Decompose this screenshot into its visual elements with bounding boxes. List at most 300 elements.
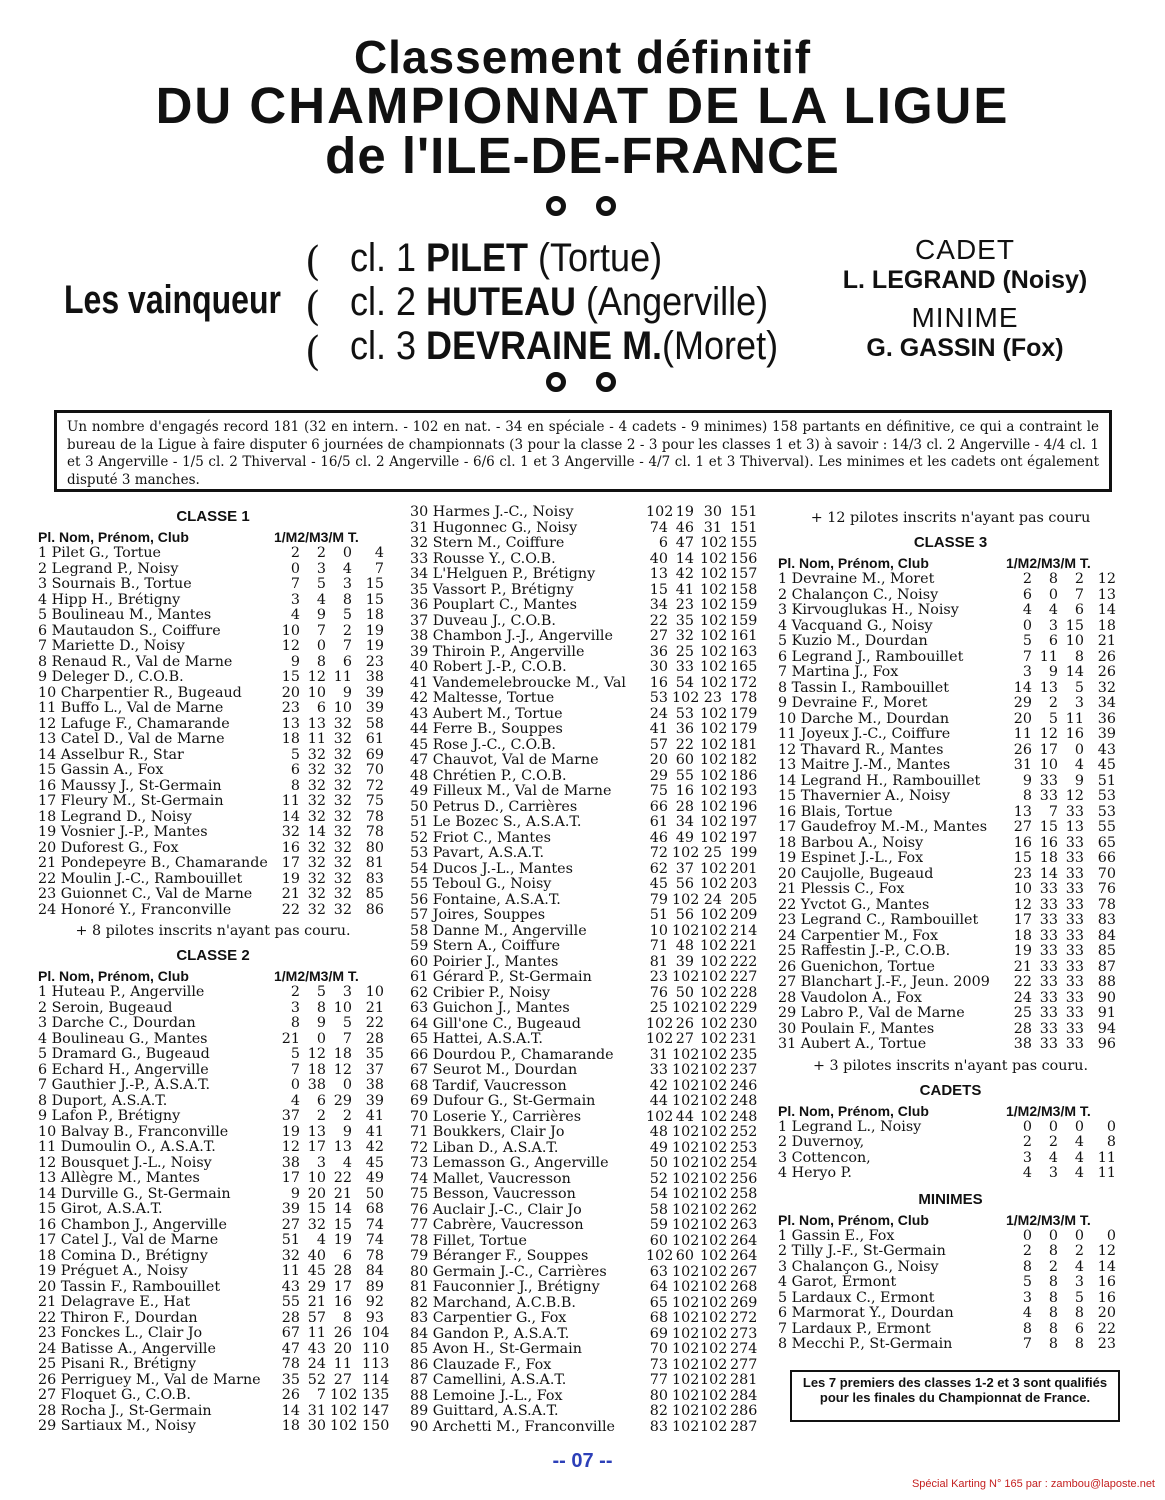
total-cell: 75 — [365, 793, 384, 809]
pilot-name: 34 L'Helguen P., Brétigny — [410, 566, 596, 582]
score-cell: 17 — [281, 1170, 300, 1186]
score-cell: 77 — [649, 1372, 668, 1388]
score-cell: 67 — [281, 1325, 300, 1341]
ranking-row — [410, 862, 760, 878]
score-cell: 33 — [1039, 772, 1058, 789]
pilot-name: 68 Tardif, Vaucresson — [410, 1077, 567, 1094]
score-cell: 38 — [281, 1154, 300, 1171]
score-cell: 102 — [700, 1356, 728, 1373]
score-cell: 73 — [649, 1356, 668, 1373]
pilot-name: 67 Seurot M., Dourdan — [410, 1062, 578, 1078]
total-cell: 179 — [730, 721, 758, 737]
score-cell: 102 — [672, 1217, 700, 1233]
ranking-row — [778, 712, 1123, 728]
score-cell: 43 — [307, 1340, 326, 1357]
ranking-row — [778, 1322, 1123, 1338]
score-cell: 40 — [649, 550, 668, 567]
ranking-row — [38, 624, 388, 640]
pilot-name: 57 Joires, Souppes — [410, 907, 546, 923]
score-cell: 102 — [700, 535, 728, 551]
score-cell: 16 — [675, 783, 694, 799]
pilot-name: 29 Sartiaux M., Noisy — [38, 1418, 196, 1434]
score-cell: 23 — [1013, 865, 1032, 882]
total-cell: 53 — [1097, 803, 1116, 820]
score-cell: 65 — [649, 1294, 668, 1311]
pilot-name: 38 Chambon J.-J., Angerville — [410, 628, 613, 644]
score-cell: 102 — [700, 1232, 728, 1249]
pilot-name: 23 Fonckes L., Clair Jo — [38, 1325, 203, 1341]
total-cell: 32 — [1097, 679, 1116, 696]
score-cell: 42 — [649, 1077, 668, 1094]
total-cell: 69 — [365, 746, 384, 763]
total-cell: 49 — [365, 1170, 384, 1186]
score-cell: 33 — [675, 659, 694, 675]
total-cell: 26 — [1097, 664, 1116, 680]
score-cell: 4 — [1074, 757, 1084, 773]
total-cell: 273 — [730, 1325, 758, 1342]
ranking-row — [38, 1187, 388, 1203]
ranking-row — [410, 645, 760, 661]
ranking-row — [778, 696, 1123, 712]
score-cell: 12 — [307, 1046, 326, 1062]
pilot-name: 23 Legrand C., Rambouillet — [778, 912, 979, 928]
score-cell: 3 — [1022, 664, 1032, 680]
pilot-name: 28 Rocha J., St-Germain — [38, 1402, 212, 1419]
score-cell: 21 — [281, 1030, 300, 1047]
pilot-name: 1 Legrand L., Noisy — [778, 1118, 922, 1135]
score-cell: 32 — [333, 824, 352, 840]
score-cell: 9 — [342, 1123, 352, 1140]
pilot-name: 58 Danne M., Angerville — [410, 922, 587, 939]
ranking-row — [778, 913, 1123, 929]
total-cell: 163 — [730, 643, 758, 660]
pilot-name: 12 Lafuge F., Chamarande — [38, 715, 230, 732]
score-cell: 102 — [672, 1372, 700, 1388]
header-name-col: Pl. Nom, Prénom, Club — [38, 968, 189, 984]
score-cell: 102 — [700, 643, 728, 660]
score-cell: 12 — [1039, 726, 1058, 742]
score-cell: 19 — [1013, 943, 1032, 959]
score-cell: 102 — [672, 1403, 700, 1419]
pilot-name: 3 Kirvouglukas H., Noisy — [778, 602, 959, 618]
ranking-row — [38, 701, 388, 717]
score-cell: 14 — [281, 1402, 300, 1419]
total-cell: 89 — [365, 1278, 384, 1295]
score-cell: 13 — [281, 715, 300, 732]
pilot-name: 30 Harmes J.-C., Noisy — [410, 504, 574, 520]
total-cell: 41 — [365, 1108, 384, 1124]
column-3 — [778, 505, 1123, 1353]
score-cell: 8 — [316, 653, 326, 670]
ranking-row — [778, 1037, 1123, 1053]
score-cell: 8 — [1022, 1258, 1032, 1275]
winners-label: Les vainqueur — [64, 278, 281, 322]
pilot-name: 14 Durville G., St-Germain — [38, 1185, 231, 1202]
total-cell: 172 — [730, 674, 758, 691]
score-cell: 0 — [1074, 1118, 1084, 1135]
total-cell: 43 — [1097, 741, 1116, 758]
score-cell: 33 — [649, 1062, 668, 1078]
score-cell: 25 — [675, 643, 694, 660]
total-cell: 159 — [730, 597, 758, 613]
total-cell: 21 — [1097, 633, 1116, 649]
total-cell: 287 — [730, 1418, 758, 1435]
header-score-cols: 1/M2/M3/M T. — [1006, 1102, 1091, 1119]
total-cell: 39 — [365, 1092, 384, 1109]
score-cell: 102 — [672, 891, 700, 908]
total-cell: 72 — [365, 777, 384, 794]
total-cell: 85 — [365, 886, 384, 902]
ranking-row — [38, 1001, 388, 1017]
score-cell: 50 — [675, 984, 694, 1001]
score-cell: 102 — [700, 674, 728, 691]
score-cell: 102 — [700, 1139, 728, 1156]
ranking-row — [38, 593, 388, 609]
pilot-name: 17 Catel J., Val de Marne — [38, 1232, 219, 1248]
ranking-row — [38, 1063, 388, 1079]
total-cell: 7 — [374, 560, 384, 577]
score-cell: 21 — [333, 1185, 352, 1202]
score-cell: 39 — [281, 1201, 300, 1217]
total-cell: 209 — [730, 907, 758, 923]
pilot-name: 7 Martina J., Fox — [778, 664, 899, 680]
score-cell: 102 — [700, 1310, 728, 1326]
total-cell: 235 — [730, 1046, 758, 1063]
pilot-name: 35 Vassort P., Brétigny — [410, 581, 574, 598]
score-cell: 4 — [1048, 602, 1058, 618]
pilot-name: 53 Pavart, A.S.A.T. — [410, 845, 545, 861]
pilot-name: 36 Pouplart C., Mantes — [410, 597, 577, 613]
score-cell: 33 — [1039, 1005, 1058, 1021]
pilot-name: 4 Boulineau G., Mantes — [38, 1030, 208, 1047]
score-cell: 47 — [281, 1340, 300, 1357]
total-cell: 93 — [365, 1309, 384, 1326]
score-cell: 102 — [700, 1372, 728, 1388]
ranking-row — [410, 707, 760, 723]
ranking-row — [778, 1120, 1123, 1136]
pilot-name: 21 Pondepeyre B., Chamarande — [38, 855, 268, 871]
score-cell: 13 — [307, 715, 326, 732]
score-cell: 102 — [672, 1139, 700, 1156]
score-cell: 46 — [649, 829, 668, 846]
pilot-name: 15 Gassin A., Fox — [38, 762, 164, 778]
pilot-name: 48 Chrétien P., C.O.B. — [410, 767, 567, 784]
score-cell: 68 — [649, 1310, 668, 1326]
score-cell: 44 — [675, 1108, 694, 1125]
pilot-name: 14 Asselbur R., Star — [38, 746, 184, 763]
score-cell: 23 — [703, 690, 722, 706]
ranking-row — [410, 784, 760, 800]
score-cell: 29 — [649, 767, 668, 784]
ranking-row — [38, 639, 388, 655]
ranking-row — [410, 521, 760, 537]
ranking-row — [410, 1389, 760, 1405]
score-cell: 14 — [281, 808, 300, 825]
score-cell: 51 — [281, 1232, 300, 1248]
score-cell: 11 — [307, 1325, 326, 1341]
score-cell: 102 — [330, 1402, 358, 1419]
total-cell: 222 — [730, 953, 758, 970]
score-cell: 4 — [1048, 1149, 1058, 1166]
score-cell: 29 — [1013, 695, 1032, 711]
total-cell: 114 — [362, 1371, 390, 1388]
total-cell: 264 — [730, 1232, 758, 1249]
ranking-row — [38, 1326, 388, 1342]
ranking-row — [410, 1404, 760, 1420]
score-cell: 102 — [672, 1325, 700, 1342]
header-name-col: Pl. Nom, Prénom, Club — [778, 1102, 929, 1119]
total-cell: 197 — [730, 829, 758, 846]
pilot-name: 10 Balvay B., Franconville — [38, 1123, 229, 1140]
pilot-name: 6 Legrand J., Rambouillet — [778, 648, 964, 665]
ranking-row — [778, 572, 1123, 588]
score-cell: 33 — [1065, 927, 1084, 944]
pilot-name: 25 Pisani R., Brétigny — [38, 1356, 197, 1372]
score-cell: 5 — [316, 984, 326, 1000]
total-cell: 38 — [365, 1077, 384, 1093]
title-line-3: de l'ILE-DE-FRANCE — [325, 127, 840, 184]
pilot-name: 11 Buffo L., Val de Marne — [38, 700, 224, 716]
pilot-name: 51 Le Bozec S., A.S.A.T. — [410, 814, 582, 830]
score-cell: 12 — [1065, 788, 1084, 804]
score-cell: 102 — [700, 1046, 728, 1063]
ranking-row — [778, 743, 1123, 759]
ranking-row — [410, 1125, 760, 1141]
score-cell: 33 — [1065, 850, 1084, 866]
score-cell: 49 — [649, 1139, 668, 1156]
score-cell: 33 — [1065, 803, 1084, 820]
score-cell: 2 — [290, 545, 300, 561]
score-cell: 12 — [1013, 896, 1032, 913]
ranking-row — [778, 634, 1123, 650]
score-cell: 0 — [316, 638, 326, 654]
total-cell: 228 — [730, 984, 758, 1001]
score-cell: 71 — [649, 938, 668, 954]
ranking-row — [410, 815, 760, 831]
score-cell: 82 — [649, 1403, 668, 1419]
score-cell: 4 — [1074, 1258, 1084, 1275]
score-cell: 59 — [649, 1217, 668, 1233]
score-cell: 4 — [316, 1232, 326, 1248]
total-cell: 86 — [365, 901, 384, 918]
total-cell: 253 — [730, 1139, 758, 1156]
score-cell: 102 — [330, 1418, 358, 1434]
total-cell: 0 — [1106, 1227, 1116, 1244]
score-cell: 10 — [333, 999, 352, 1016]
score-cell: 26 — [333, 1325, 352, 1341]
ranking-row — [38, 903, 388, 919]
score-cell: 19 — [281, 870, 300, 887]
ranking-row — [38, 856, 388, 872]
pilot-name: 9 Devraine F., Moret — [778, 695, 928, 711]
ranking-row — [410, 939, 760, 955]
pilot-name: 20 Tassin F., Rambouillet — [38, 1278, 221, 1295]
ranking-row — [38, 670, 388, 686]
score-cell: 26 — [1013, 741, 1032, 758]
total-cell: 11 — [1097, 1165, 1116, 1181]
pilot-name: 6 Marmorat Y., Dourdan — [778, 1305, 954, 1321]
total-cell: 41 — [365, 1123, 384, 1140]
score-cell: 33 — [1065, 958, 1084, 975]
pilot-name: 74 Mallet, Vaucresson — [410, 1170, 571, 1187]
total-cell: 35 — [365, 1046, 384, 1062]
total-cell: 104 — [362, 1325, 390, 1341]
pilot-name: 55 Teboul G., Noisy — [410, 876, 552, 892]
score-cell: 8 — [1022, 788, 1032, 804]
pilot-name: 27 Blanchart J.-F., Jeun. 2009 — [778, 974, 990, 990]
pilot-name: 16 Blais, Tortue — [778, 803, 893, 820]
score-cell: 0 — [342, 545, 352, 561]
note-classe-3: + 3 pilotes inscrits n'ayant pas couru. — [812, 1057, 1089, 1074]
score-cell: 102 — [672, 1310, 700, 1326]
score-cell: 6 — [316, 700, 326, 716]
ranking-row — [38, 1419, 388, 1435]
pilot-name: 1 Pilet G., Tortue — [38, 545, 161, 561]
pilot-name: 4 Vacquand G., Noisy — [778, 617, 933, 634]
pilot-name: 39 Thiroin P., Angerville — [410, 643, 585, 660]
ranking-row — [778, 851, 1123, 867]
score-cell: 8 — [1048, 1305, 1058, 1321]
total-cell: 92 — [365, 1294, 384, 1310]
pilot-name: 18 Comina D., Brétigny — [38, 1247, 208, 1264]
pilot-name: 7 Mariette D., Noisy — [38, 638, 185, 654]
score-cell: 10 — [281, 622, 300, 639]
score-cell: 13 — [1039, 679, 1058, 696]
ranking-row — [410, 831, 760, 847]
score-cell: 18 — [307, 1061, 326, 1078]
total-cell: 237 — [730, 1062, 758, 1078]
pilot-name: 4 Hipp H., Brétigny — [38, 591, 181, 608]
score-cell: 13 — [1065, 819, 1084, 835]
ranking-row — [410, 893, 760, 909]
ranking-row — [38, 562, 388, 578]
pilot-name: 11 Dumoulin O., A.S.A.T. — [38, 1139, 216, 1155]
footer-credit: Spécial Karting N° 165 par : zambou@laposte.net — [911, 1478, 1155, 1490]
score-cell: 27 — [675, 1031, 694, 1047]
ranking-row — [778, 975, 1123, 991]
score-cell: 57 — [649, 736, 668, 753]
score-cell: 33 — [1039, 912, 1058, 928]
ranking-row — [410, 1141, 760, 1157]
total-cell: 21 — [365, 999, 384, 1016]
total-cell: 193 — [730, 783, 758, 799]
score-cell: 33 — [1065, 834, 1084, 851]
pilot-name: 13 Maitre J.-M., Mantes — [778, 757, 951, 773]
ranking-row — [410, 986, 760, 1002]
score-cell: 102 — [700, 1217, 728, 1233]
total-cell: 22 — [1097, 1320, 1116, 1337]
score-cell: 4 — [1022, 602, 1032, 618]
score-cell: 102 — [672, 1279, 700, 1295]
pilot-name: 85 Avon H., St-Germain — [410, 1341, 582, 1357]
score-cell: 7 — [316, 622, 326, 639]
ranking-row — [410, 552, 760, 568]
score-cell: 32 — [307, 870, 326, 887]
score-cell: 25 — [703, 845, 722, 861]
score-cell: 7 — [1074, 586, 1084, 603]
page-number: -- 07 -- — [552, 1450, 613, 1472]
pilot-name: 3 Chalançon G., Noisy — [778, 1258, 939, 1275]
score-cell: 6 — [1074, 602, 1084, 618]
score-cell: 102 — [672, 922, 700, 939]
ranking-row — [38, 1373, 388, 1389]
score-cell: 32 — [333, 901, 352, 918]
total-cell: 85 — [1097, 943, 1116, 959]
pilot-name: 13 Catel D., Val de Marne — [38, 731, 225, 747]
score-cell: 22 — [333, 1170, 352, 1186]
ranking-row — [778, 882, 1123, 898]
score-cell: 7 — [342, 1030, 352, 1047]
ranking-row — [410, 846, 760, 862]
pilot-name: 8 Tassin I., Rambouillet — [778, 679, 949, 696]
ranking-row — [38, 1016, 388, 1032]
score-cell: 17 — [1013, 912, 1032, 928]
pilot-name: 66 Dourdou P., Chamarande — [410, 1046, 614, 1063]
ranking-row — [38, 1171, 388, 1187]
score-cell: 14 — [1039, 865, 1058, 882]
ranking-row — [778, 681, 1123, 697]
pilot-name: 10 Darche M., Dourdan — [778, 710, 950, 727]
ranking-row — [778, 727, 1123, 743]
total-cell: 165 — [730, 659, 758, 675]
pilot-name: 6 Mautaudon S., Coiffure — [38, 622, 221, 639]
pilot-name: 24 Carpentier M., Fox — [778, 927, 939, 944]
score-cell: 32 — [281, 1247, 300, 1264]
ranking-row — [410, 1358, 760, 1374]
ranking-row — [38, 1218, 388, 1234]
total-cell: 39 — [365, 684, 384, 701]
pilot-name: 2 Duvernoy, — [778, 1134, 865, 1150]
pilot-name: 79 Béranger F., Souppes — [410, 1248, 589, 1264]
pilot-name: 8 Renaud R., Val de Marne — [38, 653, 233, 670]
pilot-name: 40 Robert J.-P., C.O.B. — [410, 659, 567, 675]
score-cell: 2 — [342, 1108, 352, 1124]
score-cell: 32 — [333, 731, 352, 747]
total-cell: 246 — [730, 1077, 758, 1094]
pilot-name: 15 Girot, A.S.A.T. — [38, 1201, 163, 1217]
score-cell: 102 — [700, 659, 728, 675]
winner-2: cl. 2 HUTEAU (Angerville) — [350, 280, 769, 324]
total-cell: 157 — [730, 566, 758, 582]
score-cell: 2 — [1048, 1258, 1058, 1275]
total-cell: 8 — [1106, 1134, 1116, 1150]
score-cell: 102 — [646, 1031, 674, 1047]
score-cell: 33 — [1039, 896, 1058, 913]
pilot-name: 14 Legrand H., Rambouillet — [778, 772, 981, 789]
score-cell: 27 — [333, 1371, 352, 1388]
section-title-classe-2: CLASSE 2 — [176, 947, 250, 964]
score-cell: 102 — [700, 566, 728, 582]
ranking-row — [410, 1172, 760, 1188]
total-cell: 267 — [730, 1263, 758, 1280]
score-cell: 0 — [1048, 586, 1058, 603]
score-cell: 24 — [1013, 989, 1032, 1006]
score-cell: 41 — [675, 581, 694, 598]
score-cell: 32 — [281, 824, 300, 840]
score-cell: 4 — [290, 607, 300, 623]
score-cell: 28 — [281, 1309, 300, 1326]
score-cell: 102 — [672, 1046, 700, 1063]
pilot-name: 21 Plessis C., Fox — [778, 881, 905, 897]
pilot-name: 33 Rousse Y., C.O.B. — [410, 550, 556, 567]
score-cell: 8 — [1048, 1320, 1058, 1337]
score-cell: 32 — [307, 901, 326, 918]
total-cell: 264 — [730, 1248, 758, 1264]
score-cell: 102 — [700, 1170, 728, 1187]
ranking-row — [38, 825, 388, 841]
header-name-col: Pl. Nom, Prénom, Club — [778, 555, 929, 571]
ranking-row — [778, 805, 1123, 821]
